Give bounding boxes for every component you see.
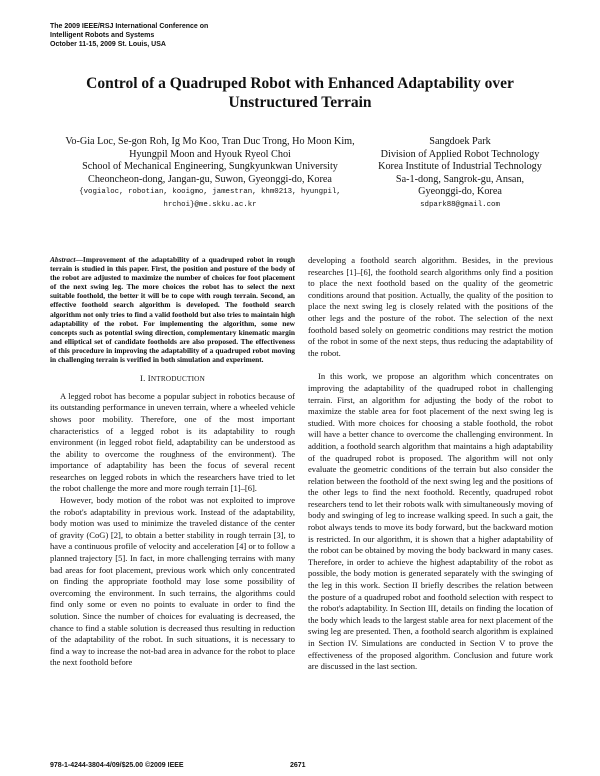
author-emails: {vogialoc, robotian, kooigmo, jamestran, khm0213, hyungpil, hrchoi}@me.skku.ac.kr: [79, 188, 341, 209]
section-numeral: I.: [140, 373, 146, 384]
author-affiliation-right-1: Division of Applied Robot Technology: [380, 148, 540, 160]
intro-paragraph-2: However, body motion of the robot was not exploited to improve the robot's adaptability in previous work. Instead of the adaptability, body motion was used to minimize the traveled distance of the center of gravity (CoG) [2], to obtain a better stability in rough terrain [3], to have a continuous profile of velocity and acceleration [4] or to follow a planned trajectory [5]. In fact, in more challenging terrains with many bad areas for foot placement, previous work which only concentrated on finding the appropriate foothold may lose some possibility of overcoming the environment. In such terrains, the algorithms could find only some or even no points to evaluate in order to find the solution. Since the number of choices for evaluating is decreased, the chance to find a stable solution is decreased thus resulting in reduction of the adaptability of the robot. In such situations, it is necessary to find a way to increase the not-bad area in advance for the robot to place the next foothold before: [50, 495, 295, 668]
conference-line-2: Intelligent Robots and Systems: [50, 32, 155, 39]
author-address-right-2: Gyeonggi-do, Korea: [418, 186, 502, 198]
authors-right-block: [360, 136, 560, 211]
paper-title: Control of a Quadruped Robot with Enhanced Adaptability over Unstructured Terrain: [86, 75, 514, 111]
author-address: Cheoncheon-dong, Jangan-gu, Suwon, Gyeonggi-do, Korea: [88, 173, 332, 185]
intro-paragraph-1: A legged robot has become a popular subject in robotics because of its outstanding performance in uneven terrain, where a wheeled vehicle shows poor mobility. Therefore, one of the most important characteristics of a legged robot is its adaptability to rough environment (in legged robot field, adaptability can be understood as the ability to overcome the roughness of the environment). The importance of adaptability has been the focus of several recent researches on legged robots in which the researchers have tried to let the robot challenge the more and more rough terrain [1]–[6].: [50, 390, 295, 494]
conference-line-3: October 11-15, 2009 St. Louis, USA: [50, 41, 166, 48]
author-names: Vo-Gia Loc, Se-gon Roh, Ig Mo Koo, Tran Duc Trong, Ho Moon Kim, Hyungpil Moon and Hyouk Ryeol Choi: [65, 136, 355, 160]
footer-page-number: 2671: [290, 762, 306, 769]
abstract-text: —Improvement of the adaptability of a quadruped robot in rough terrain is studied in this paper. First, the position and posture of the body of the robot are adjusted to maximize the number of choices for foot placement of the next swing leg. The more choices the robot has to select the next suitable foothold, the better it will be to cope with rough terrain. Second, an effective foothold search algorithm is developed. The foothold search algorithm not only tries to find a valid foothold but also tries to maintain high adaptability of the robot. For implementing the algorithm, some new concepts such as potential swing direction, complementary kinematic margin and elliptical set of candidate footholds are also proposed. The effectiveness of this procedure in improving the adaptability of a quadruped robot moving in challenging terrain is verified in both simulation and experiment.: [50, 255, 295, 365]
conference-line-1: The 2009 IEEE/RSJ International Conference on: [50, 23, 209, 30]
left-column: [50, 255, 295, 669]
intro-paragraph-4: In this work, we propose an algorithm which concentrates on improving the adaptability of the quadruped robot in challenging terrain. First, an algorithm for adjusting the body of the robot to maximize the stable area for foot placement of the next swing leg is studied. With more choices for choosing a stable foothold, the robot will have a better chance to overcome the challenging environment. In addition, a foothold search algorithm that maintains a high adaptability of the quadruped robot is proposed. The algorithm will not only evaluate the geometric conditions of the terrain but also consider the relation between the foothold of the next swing leg and the positions of the other legs to find the next foothold. Recently, quadruped robot researchers tend to let their robots walk with simultaneously moving of body and swinging of leg to increase walking speed. In such a gait, the robot always tends to move its body forward, but the backward motion is restricted. In our algorithm, it is shown that a higher adaptability of the robot can be obtained by moving the body backward in many cases. Therefore, in order to achieve the highest adaptability of the robot as possible, the body motion is generated separately with the swinging of the leg in this work. Section II briefly describes the relation between the posture of a quadruped robot and foothold selection with respect to the robot's adaptability. In Section III, details on finding the location of the body which leads to the largest stable area for next placement of the swing leg are presented. Then, a foothold search algorithm is explained in Section IV. Simulations are conducted in Section V to prove the effectiveness of the proposed algorithm. Conclusion and future work are discussed in the last section.: [308, 371, 554, 672]
author-name-right: Sangdoek Park: [429, 136, 491, 147]
intro-paragraph-3: developing a foothold search algorithm. Besides, in the previous researches [1]–[6], the foothold search algorithms only find a position to place the next foothold based on the quality of the geometric conditions around that position. Actually, the quality of the position to place the next swing leg is closely related with the positions of the other legs and the posture of the robot. The selection of the next foothold based solely on geometric conditions may restrict the motion of the robot in some of the next steps, thus reducing the adaptability of the robot.: [308, 255, 553, 358]
section-heading-introduction: [50, 373, 295, 386]
section-heading-initial: I: [147, 373, 151, 384]
section-heading-rest: NTRODUCTION: [150, 375, 205, 384]
author-affiliation-right-2: Korea Institute of Industrial Technology: [378, 161, 542, 173]
abstract: [50, 255, 295, 364]
right-column: [308, 255, 553, 673]
author-email-right: sdpark88@gmail.com: [420, 200, 500, 209]
conference-header: [50, 22, 208, 49]
footer-isbn: 978-1-4244-3804-4/09/$25.00 ©2009 IEEE: [50, 762, 184, 769]
author-affiliation: School of Mechanical Engineering, Sungkyunkwan University: [82, 161, 338, 173]
abstract-lead: Abstract: [50, 255, 76, 264]
authors-left-block: [50, 136, 370, 211]
author-address-right-1: Sa-1-dong, Sangrok-gu, Ansan,: [395, 173, 525, 185]
